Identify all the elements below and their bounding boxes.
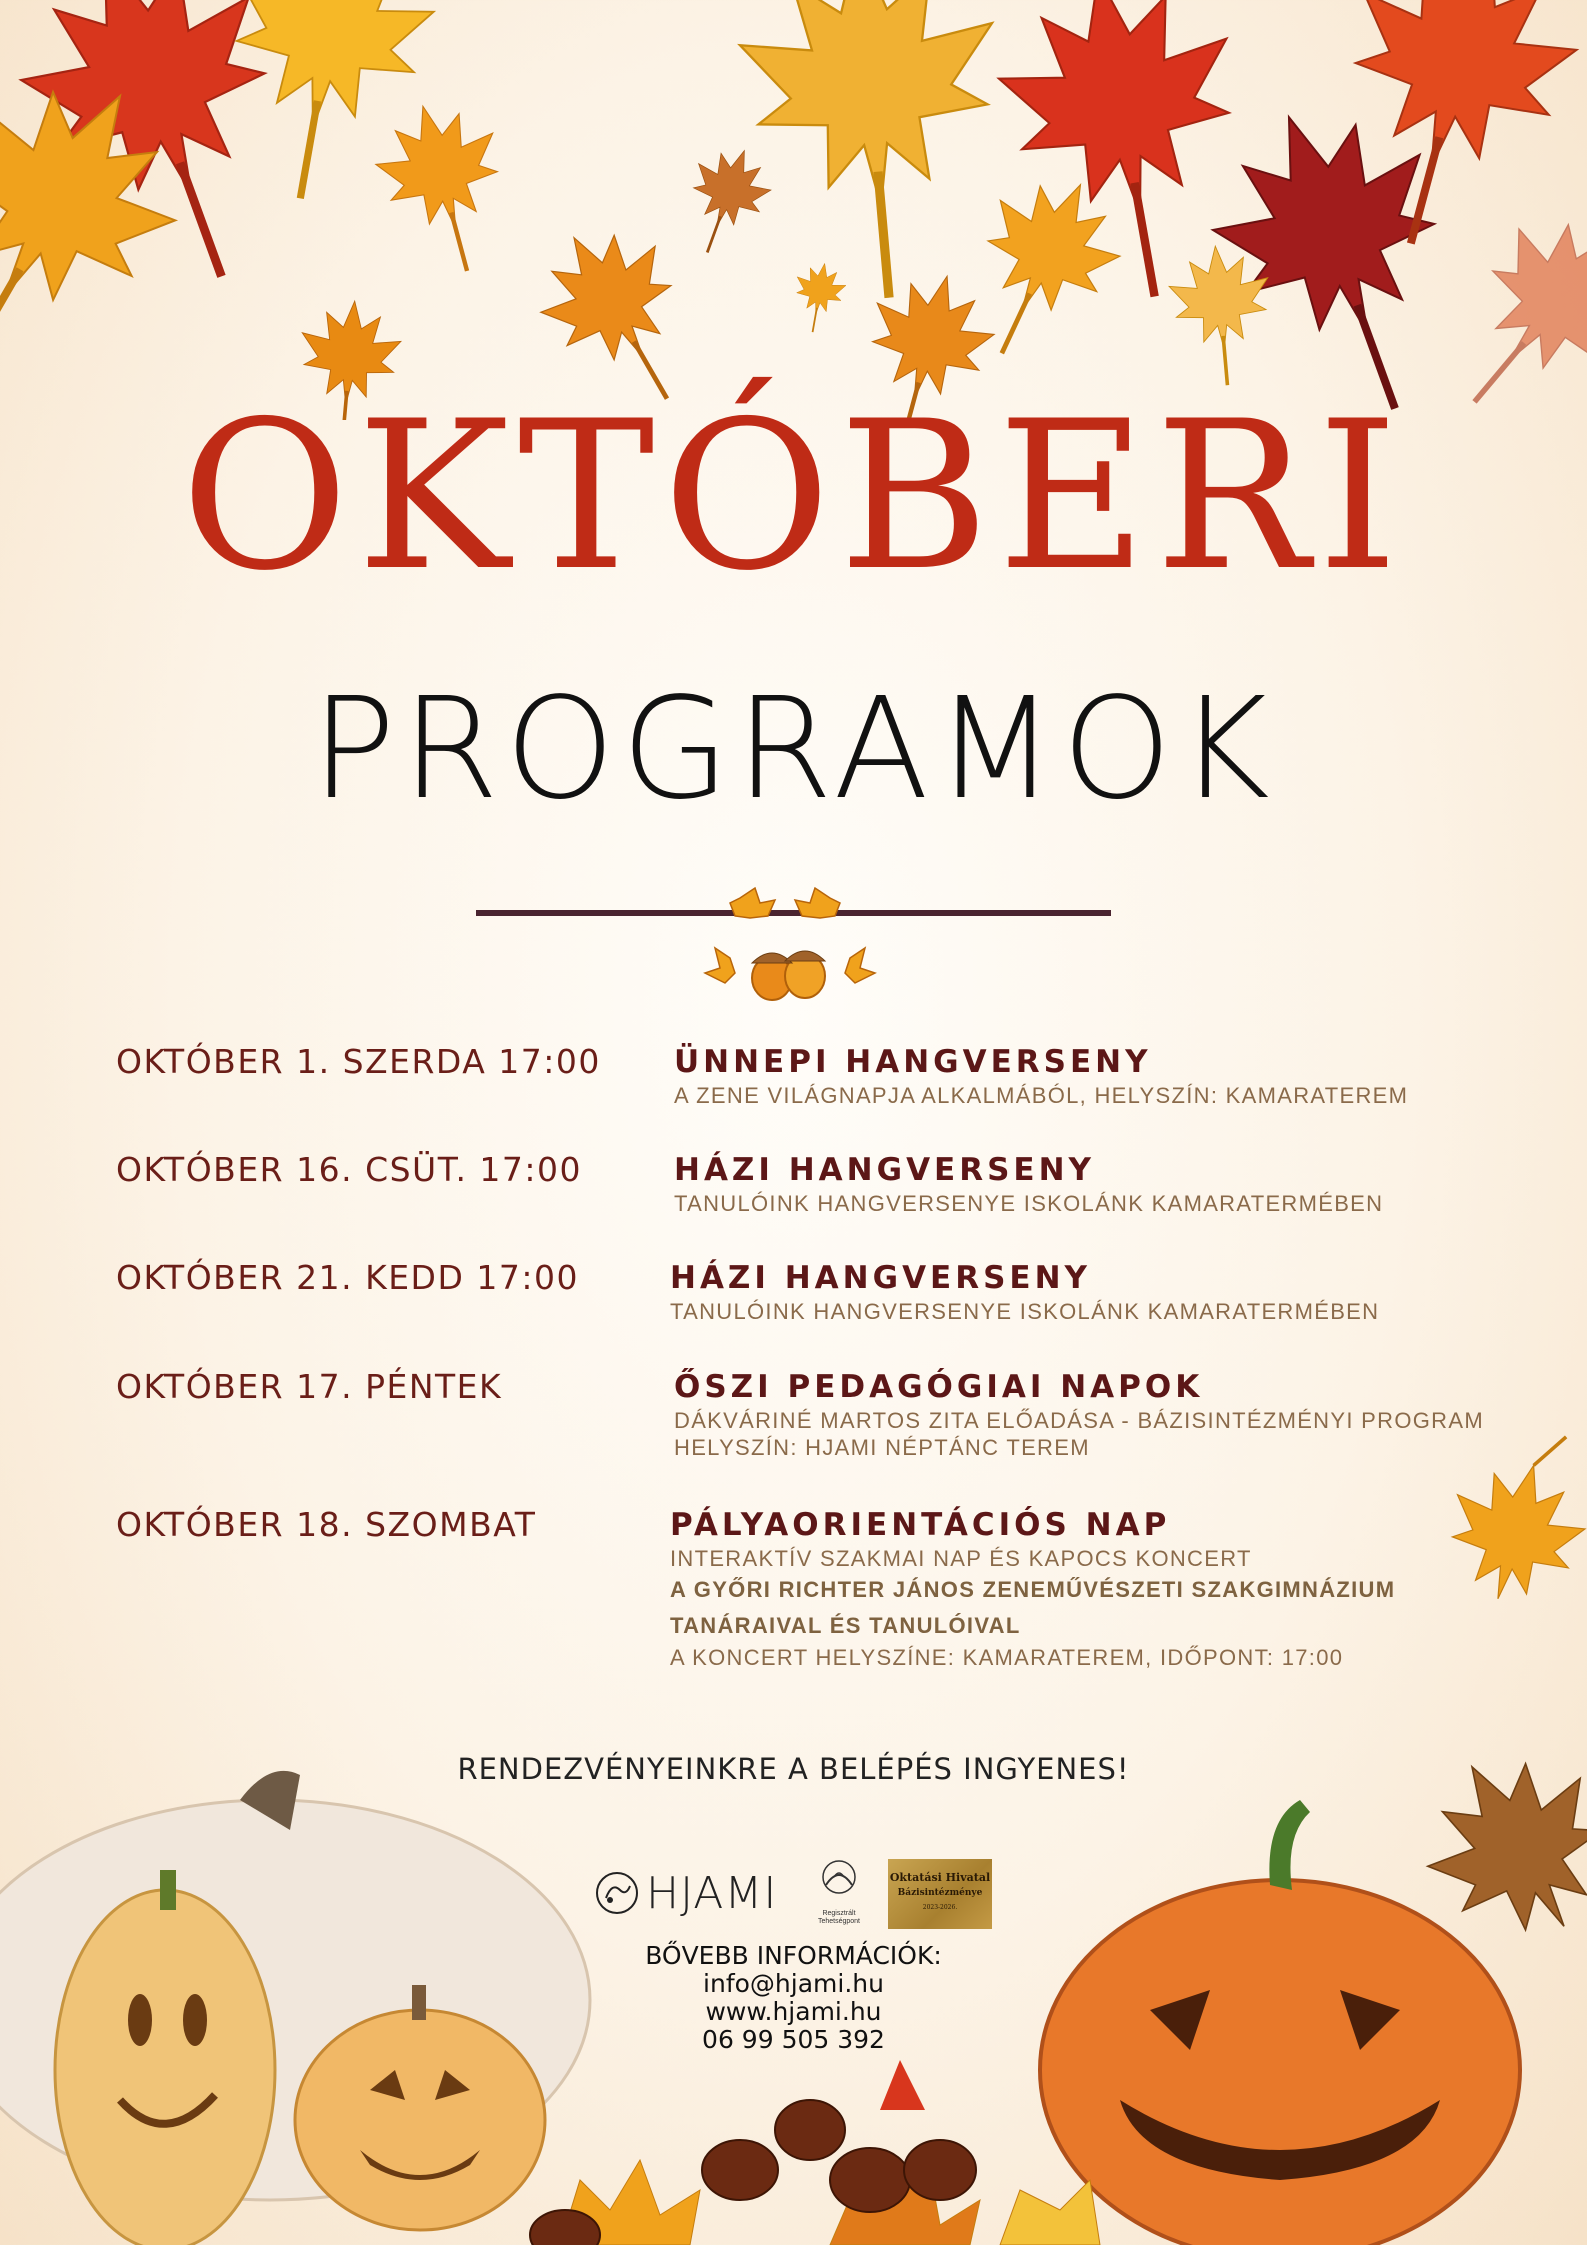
contact-phone[interactable]: 06 99 505 392 xyxy=(702,2025,885,2054)
maple-leaf-icon xyxy=(364,91,525,287)
autumn-leaves-top xyxy=(0,0,1587,420)
hjami-wordmark: HJAMI xyxy=(646,1867,778,1919)
oktatasi-hivatal-badge xyxy=(888,1859,992,1929)
event-detail: INTERAKTÍV SZAKMAI NAP ÉS KAPOCS KONCERT xyxy=(670,1546,1252,1571)
event-date: OKTÓBER 16. CSÜT. 17:00 xyxy=(116,1150,583,1189)
event-date: OKTÓBER 18. SZOMBAT xyxy=(116,1505,537,1544)
event-detail: A ZENE VILÁGNAPJA ALKALMÁBÓL, HELYSZÍN: KAMARATEREM xyxy=(674,1083,1409,1108)
talent-point-emblem-icon xyxy=(814,1855,864,1905)
event-detail: DÁKVÁRINÉ MARTOS ZITA ELŐADÁSA - BÁZISINTÉZMÉNYI PROGRAM xyxy=(674,1408,1484,1433)
maple-leaf-icon xyxy=(880,2060,925,2110)
maple-leaf-icon xyxy=(732,0,1015,309)
event-name: ŐSZI PEDAGÓGIAI NAPOK xyxy=(674,1369,1204,1405)
maple-leaf-icon xyxy=(1166,242,1277,390)
hjami-emblem-icon xyxy=(592,1868,642,1918)
event-name: HÁZI HANGVERSENY xyxy=(674,1152,1095,1188)
event-detail: TANULÓINK HANGVERSENYE ISKOLÁNK KAMARATERMÉBEN xyxy=(674,1191,1384,1216)
chestnut-icon xyxy=(702,2100,976,2212)
event-highlight: A GYŐRI RICHTER JÁNOS ZENEMŰVÉSZETI SZAKGIMNÁZIUM xyxy=(670,1577,1396,1602)
page-title: OKTÓBERI xyxy=(180,378,1407,616)
acorn-icon xyxy=(700,878,880,1008)
maple-leaf-icon xyxy=(671,137,780,265)
event-highlight: TANÁRAIVAL ÉS TANULÓIVAL xyxy=(670,1613,1021,1638)
free-entry-notice: RENDEZVÉNYEINKRE A BELÉPÉS INGYENES! xyxy=(457,1752,1130,1786)
oh-badge-title: Oktatási Hivatal xyxy=(889,1871,991,1884)
event-date: OKTÓBER 1. SZERDA 17:00 xyxy=(116,1042,601,1081)
contact-website[interactable]: www.hjami.hu xyxy=(705,1997,882,2026)
contact-email[interactable]: info@hjami.hu xyxy=(703,1969,884,1998)
sponsor-logos xyxy=(592,1855,1002,1935)
page-subtitle: PROGRAMOK xyxy=(311,668,1276,831)
event-date: OKTÓBER 17. PÉNTEK xyxy=(116,1367,503,1406)
contact-heading: BŐVEBB INFORMÁCIÓK: xyxy=(645,1941,942,1970)
event-detail: A KONCERT HELYSZÍNE: KAMARATEREM, IDŐPONT: 17:00 xyxy=(670,1645,1344,1670)
oh-badge-years: 2023-2026. xyxy=(922,1904,958,1911)
event-detail: HELYSZÍN: HJAMI NÉPTÁNC TEREM xyxy=(674,1435,1090,1460)
event-detail: TANULÓINK HANGVERSENYE ISKOLÁNK KAMARATERMÉBEN xyxy=(670,1299,1380,1324)
maple-leaf-icon xyxy=(1186,80,1499,420)
event-date: OKTÓBER 21. KEDD 17:00 xyxy=(116,1258,579,1297)
event-name: HÁZI HANGVERSENY xyxy=(670,1260,1091,1296)
hjami-logo xyxy=(592,1863,777,1923)
maple-leaf-icon xyxy=(1000,2180,1100,2245)
talent-point-label: Tehetségpont xyxy=(817,1918,861,1925)
registered-talent-point-logo xyxy=(804,1855,874,1935)
maple-leaf-icon xyxy=(788,259,849,336)
event-name: ÜNNEPI HANGVERSENY xyxy=(674,1044,1152,1080)
oh-badge-subtitle: Bázisintézménye xyxy=(897,1888,983,1898)
contact-info xyxy=(0,1942,1587,2054)
maple-leaf-icon xyxy=(1416,186,1587,420)
registered-label: Regisztrált xyxy=(822,1910,856,1917)
event-name: PÁLYAORIENTÁCIÓS NAP xyxy=(670,1507,1171,1543)
